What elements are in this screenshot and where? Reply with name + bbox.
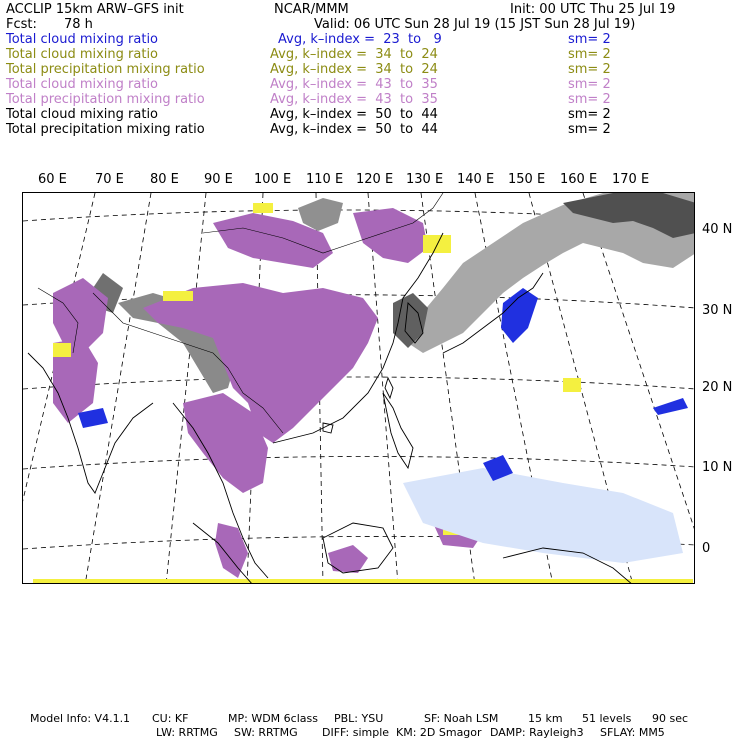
footer-item: 90 sec xyxy=(652,712,689,725)
coast-hainan xyxy=(323,423,333,433)
forecast-label: Fcst: xyxy=(6,17,37,32)
longitude-label: 140 E xyxy=(457,172,495,187)
footer-item: 51 levels xyxy=(582,712,632,725)
longitude-label: 100 E xyxy=(254,172,292,187)
field-smoothing: sm= 2 xyxy=(568,107,611,122)
field-smoothing: sm= 2 xyxy=(568,122,611,137)
longitude-label: 170 E xyxy=(612,172,650,187)
blue-pacific-east xyxy=(653,398,688,415)
latitude-label: 40 N xyxy=(702,222,733,237)
footer-item: SW: RRTMG xyxy=(234,726,298,739)
yellow-patch-2 xyxy=(163,291,193,301)
field-smoothing: sm= 2 xyxy=(568,47,611,62)
purple-borneo xyxy=(328,545,368,573)
footer-item: DAMP: Rayleigh3 xyxy=(490,726,584,739)
longitude-label: 130 E xyxy=(406,172,444,187)
purple-north-china xyxy=(353,208,428,263)
field-avg-range: Avg, k–index = 50 to 44 xyxy=(270,107,438,122)
init-time: Init: 00 UTC Thu 25 Jul 19 xyxy=(510,2,676,17)
footer-item: KM: 2D Smagor xyxy=(396,726,482,739)
field-name: Total cloud mixing ratio xyxy=(6,77,159,92)
field-avg-range: Avg, k–index = 43 to 35 xyxy=(270,77,438,92)
latitude-label: 0 xyxy=(702,541,711,556)
field-name: Total precipitation mixing ratio xyxy=(6,92,205,107)
field-smoothing: sm= 2 xyxy=(568,92,611,107)
longitude-label: 90 E xyxy=(204,172,233,187)
yellow-patch-6 xyxy=(563,378,581,392)
footer-item: SFLAY: MM5 xyxy=(600,726,665,739)
map-panel xyxy=(22,192,695,584)
purple-sumatra xyxy=(215,523,248,578)
lat-line-10 xyxy=(23,456,695,469)
forecast-hours: 78 h xyxy=(64,17,93,32)
longitude-label: 110 E xyxy=(306,172,344,187)
model-title: ACCLIP 15km ARW–GFS init xyxy=(6,2,184,17)
center-label: NCAR/MMM xyxy=(274,2,349,17)
lightblue-band-west-pacific xyxy=(403,468,683,563)
longitude-label: 80 E xyxy=(150,172,179,187)
field-avg-range: Avg, k–index = 43 to 35 xyxy=(270,92,438,107)
field-name: Total cloud mixing ratio xyxy=(6,47,159,62)
field-name: Total precipitation mixing ratio xyxy=(6,62,205,77)
field-row xyxy=(6,62,736,77)
yellow-patch-8 xyxy=(33,579,693,584)
field-row xyxy=(6,32,736,47)
latitude-label: 10 N xyxy=(702,460,733,475)
latitude-label: 20 N xyxy=(702,380,733,395)
footer-item: MP: WDM 6class xyxy=(228,712,318,725)
field-row xyxy=(6,107,736,122)
purple-tibet-china xyxy=(143,283,378,443)
field-name: Total precipitation mixing ratio xyxy=(6,122,205,137)
field-row xyxy=(6,122,736,137)
longitude-label: 60 E xyxy=(38,172,67,187)
longitude-label: 150 E xyxy=(508,172,546,187)
map-canvas xyxy=(23,193,695,584)
yellow-patch-3 xyxy=(53,343,71,357)
field-avg-range: Avg, k–index = 23 to 9 xyxy=(278,32,442,47)
field-avg-range: Avg, k–index = 34 to 24 xyxy=(270,62,438,77)
footer-item: Model Info: V4.1.1 xyxy=(30,712,131,725)
field-row xyxy=(6,47,736,62)
latitude-label: 30 N xyxy=(702,303,733,318)
longitude-label: 160 E xyxy=(560,172,598,187)
footer-item: PBL: YSU xyxy=(334,712,384,725)
field-smoothing: sm= 2 xyxy=(568,77,611,92)
valid-time: Valid: 06 UTC Sun 28 Jul 19 (15 JST Sun 28 Jul 19) xyxy=(314,17,636,32)
footer-item: 15 km xyxy=(528,712,563,725)
field-name: Total cloud mixing ratio xyxy=(6,32,159,47)
coast-taiwan xyxy=(385,378,393,398)
longitude-label: 120 E xyxy=(356,172,394,187)
footer-item: SF: Noah LSM xyxy=(424,712,499,725)
lon-line-90 xyxy=(166,193,206,584)
footer-item: DIFF: simple xyxy=(322,726,390,739)
blue-japan-band xyxy=(501,288,538,343)
field-row xyxy=(6,92,736,107)
field-avg-range: Avg, k–index = 50 to 44 xyxy=(270,122,438,137)
yellow-patch-7 xyxy=(253,203,273,213)
longitude-label: 70 E xyxy=(95,172,124,187)
field-smoothing: sm= 2 xyxy=(568,62,611,77)
field-smoothing: sm= 2 xyxy=(568,32,611,47)
field-avg-range: Avg, k–index = 34 to 24 xyxy=(270,47,438,62)
footer-item: CU: KF xyxy=(152,712,189,725)
lat-line-20 xyxy=(23,377,695,389)
field-name: Total cloud mixing ratio xyxy=(6,107,159,122)
lon-line-80 xyxy=(85,193,151,584)
footer-item: LW: RRTMG xyxy=(156,726,218,739)
field-row xyxy=(6,77,736,92)
